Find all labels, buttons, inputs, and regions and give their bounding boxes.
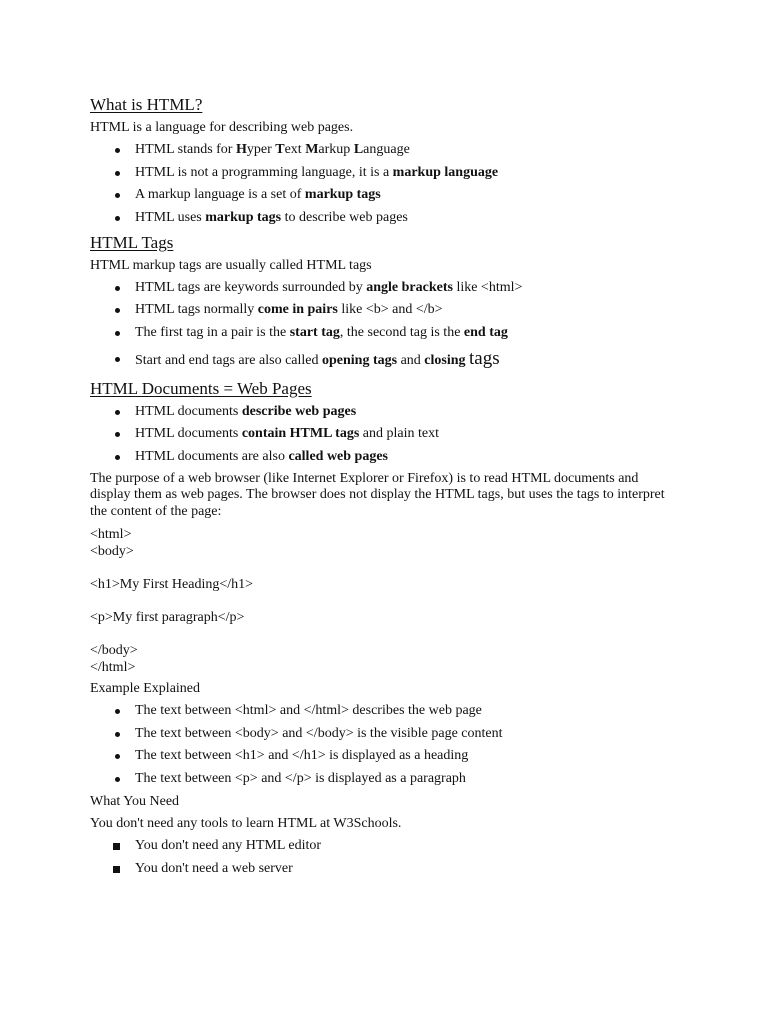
- code-line: </html>: [90, 660, 136, 676]
- list-item: HTML documents contain HTML tags and plain text: [90, 425, 668, 443]
- list-item: You don't need any HTML editor: [90, 837, 668, 855]
- heading-what-is-html: What is HTML?: [90, 95, 203, 114]
- example-list: [90, 702, 668, 788]
- list-item: The text between <body> and </body> is the visible page content: [90, 725, 668, 743]
- list-item: The text between <html> and </html> describes the web page: [90, 702, 668, 720]
- code-sample: [90, 526, 668, 676]
- code-line: </body>: [90, 643, 138, 659]
- example-explained-title: Example Explained: [90, 681, 201, 697]
- list-item: HTML documents are also called web pages: [90, 448, 668, 466]
- list-item: Start and end tags are also called opening tags and closing tags: [90, 347, 668, 373]
- what-is-html-list: [90, 141, 668, 227]
- list-item: HTML tags normally come in pairs like <b> and </b>: [90, 301, 668, 319]
- what-you-need-title: What You Need: [90, 793, 180, 809]
- what-you-need-list: [90, 837, 668, 878]
- html-tags-list: [90, 279, 668, 373]
- heading-html-documents: HTML Documents = Web Pages: [90, 378, 312, 398]
- intro-text: HTML markup tags are usually called HTML tags: [90, 257, 372, 273]
- list-item: HTML tags are keywords surrounded by angle brackets like <html>: [90, 279, 668, 297]
- heading-html-tags: HTML Tags: [90, 232, 174, 252]
- list-item: HTML is not a programming language, it is a markup language: [90, 164, 668, 182]
- list-item: You don't need a web server: [90, 860, 668, 878]
- list-item: The text between <h1> and </h1> is displayed as a heading: [90, 747, 668, 765]
- code-line: <h1>My First Heading</h1>: [90, 577, 254, 593]
- intro-text: HTML is a language for describing web pages.: [90, 120, 354, 135]
- list-item: A markup language is a set of markup tags: [90, 186, 668, 204]
- html-documents-list: [90, 403, 668, 466]
- code-line: <p>My first paragraph</p>: [90, 610, 245, 626]
- browser-paragraph: The purpose of a web browser (like Internet Explorer or Firefox) is to read HTML documents and display them as web pages. The browser does not display the HTML tags, but uses the tags to interpret the content of the page:: [90, 470, 665, 519]
- list-item: The first tag in a pair is the start tag, the second tag is the end tag: [90, 324, 668, 342]
- code-line: <html>: [90, 527, 132, 543]
- list-item: HTML uses markup tags to describe web pages: [90, 209, 668, 227]
- code-line: <body>: [90, 544, 134, 560]
- list-item: HTML stands for Hyper Text Markup Language: [90, 141, 668, 159]
- list-item: HTML documents describe web pages: [90, 403, 668, 421]
- what-you-need-intro: You don't need any tools to learn HTML at W3Schools.: [90, 815, 402, 831]
- list-item: The text between <p> and </p> is displayed as a paragraph: [90, 770, 668, 788]
